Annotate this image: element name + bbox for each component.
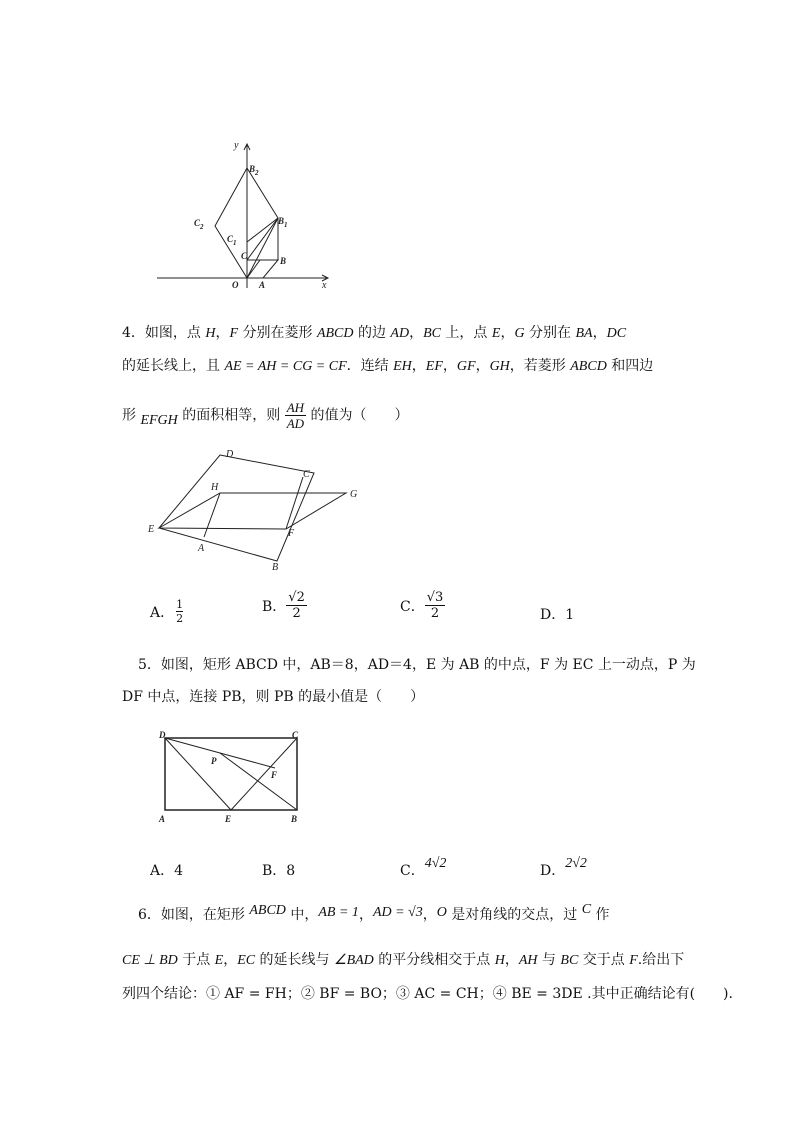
point-D: D (159, 730, 166, 740)
q4-line2: 的延长线上，且 AE = AH = CG = CF．连结 EH，EF，GF，GH，若菱形 ABCD 和四边 (122, 358, 654, 374)
q5-option-a[interactable]: A．4 (150, 863, 184, 879)
point-C2: $C_2$ (194, 218, 204, 231)
q6-line1: 6．如图，在矩形 ABCD 中，AB = 1，AD = √3，O 是对角线的交点，过 C 作 (138, 902, 610, 923)
point-C: C (303, 469, 310, 480)
q5-line1: 5．如图，矩形 ABCD 中，AB＝8，AD＝4，E 为 AB 的中点，F 为 EC 上一动点，P 为 (138, 657, 696, 673)
point-C: C (292, 730, 299, 740)
rectangle-figure (155, 728, 315, 828)
q4-option-d[interactable]: D．1 (540, 607, 575, 623)
point-E: E (225, 814, 232, 824)
point-O: O (232, 280, 239, 290)
point-F: F (288, 528, 295, 539)
point-A: A (259, 280, 266, 290)
point-A: A (159, 814, 166, 824)
point-B: B (272, 562, 279, 573)
q4-line3: 形 EFGH 的面积相等，则 $\frac{AH}{AD}$ 的值为（ ） (122, 400, 409, 431)
point-C: C (241, 251, 248, 261)
point-H: H (211, 482, 219, 493)
axis-x-label: x (322, 280, 327, 291)
point-E: E (148, 524, 155, 535)
q5-option-d[interactable]: D．2√2 (540, 856, 587, 879)
parallelogram-figure (140, 445, 370, 575)
fraction-ah-ad: $\frac{AH}{AD}$ (286, 400, 305, 431)
q6-line3: 列四个结论：① AF = FH；② BF = BO；③ AC = CH；④ BE = 3DE .其中正确结论有( ). (122, 986, 733, 1002)
coordinate-figure (150, 138, 350, 298)
point-P: P (211, 756, 217, 766)
q5-line2: DF 中点，连接 PB，则 PB 的最小值是（ ） (122, 689, 425, 705)
point-F: F (271, 770, 278, 780)
point-B: B (280, 256, 287, 266)
q5-option-c[interactable]: C．4√2 (400, 856, 447, 879)
point-B: B (291, 814, 298, 824)
point-G: G (350, 489, 358, 500)
point-C1: $C_1$ (227, 234, 237, 247)
axis-y-label: y (234, 140, 239, 151)
q4-option-a[interactable]: A． $\frac{1}{2}$ (150, 598, 184, 625)
point-A: A (198, 543, 205, 554)
point-B2: $B_2$ (249, 164, 259, 177)
q4-option-c[interactable]: C． $\frac{√3}{2}$ (400, 590, 444, 621)
q6-line2: CE ⊥ BD 于点 E，EC 的延长线与 ∠BAD 的平分线相交于点 H，AH 与 BC 交于点 F.给出下 (122, 952, 685, 968)
q4-option-b[interactable]: B． $\frac{√2}{2}$ (262, 590, 305, 621)
point-B1: $B_1$ (278, 216, 288, 229)
point-D: D (226, 449, 234, 460)
q4-line1: 4．如图，点 H，F 分别在菱形 ABCD 的边 AD，BC 上，点 E，G 分别在 BA，DC (122, 325, 627, 341)
q5-option-b[interactable]: B．8 (262, 863, 296, 879)
